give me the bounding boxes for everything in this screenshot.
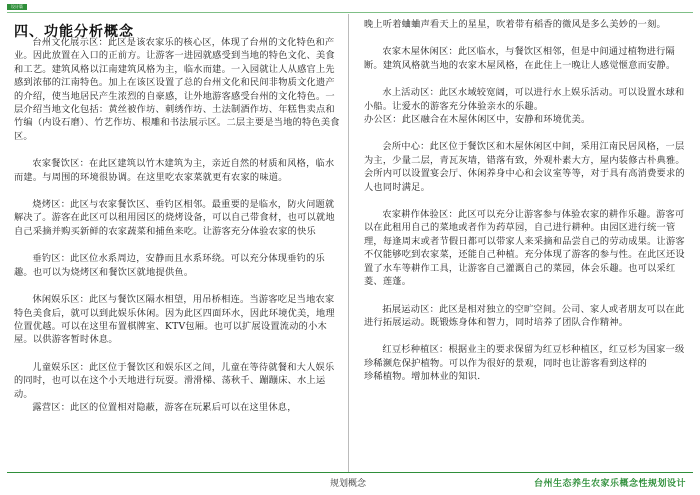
paragraph-leisure-zone: 休闲娱乐区：此区与餐饮区隔水相望，用吊桥相连。当游客吃足当地农家特色美食后，就可以到此娱乐休闲。因为此区四面环水，因此环境优美，地理位置优越。可以在这里布置棋牌室、KTV包厢。也可以扩展设置流动的小木屋。以供游客暂时休息。	[14, 294, 335, 346]
paragraph-cabin-zone: 农家木屋休闲区：此区临水，与餐饮区相邻，但是中间通过植物进行隔断。建筑风格就当地的农家木屋风格，在此住上一晚让人感觉惬意而安静。	[364, 46, 676, 71]
paragraph-culture-zone: 台州文化展示区：此区是该农家乐的核心区，体现了台州的文化特色和产业。因此放置在入口的正前方。让游客一进园就感受到当地的特色文化、美食和工艺。建筑风格以江南建筑风格为主，临水而建。一入园就让人从感官上先感到浓郁的江南特色。加上在该区设置了总的台州文化和民间非物质文化遗产的介绍，使当地居民产生浓烈的自豪感，让外地游客感受台州的文化特色。一层介绍当地文化包括：黄丝被作坊、刺绣作坊、土法制酒作坊、年糕售卖点和竹编（内设石磨）、竹艺作坊、根雕和书法展示区。二层主要是当地的特色美食区。	[14, 37, 340, 142]
header-tag: 设计篇	[7, 4, 27, 10]
footer-section-label: 规划概念	[330, 479, 367, 489]
paragraph-camping-zone: 露营区：此区的位置相对隐蔽，游客在玩累后可以在这里休息，	[32, 401, 297, 413]
column-divider	[348, 14, 349, 473]
paragraph-fishing-zone: 垂钓区：此区位水系周边，安静而且水系环绕。可以充分体现垂钓的乐趣。也可以为烧烤区和餐饮区就地提供鱼。	[14, 253, 325, 278]
right-column	[364, 18, 688, 384]
paragraph-yew-continued: 珍稀植物。增加林业的知识.	[364, 371, 481, 383]
paragraph-bbq-zone: 烧烤区：此区与农家餐饮区、垂钓区相邻。最重要的是临水，防火问题就解决了。游客在此区可以租用园区的烧烤设备，可以自己带食材，也可以就地自己采摘并购买新鲜的农家蔬菜和捕鱼来吃。让游客充分体验农家的快乐	[14, 199, 335, 237]
paragraph-office-zone: 办公区：此区融合在木屋休闲区中，安静和环境优美。	[364, 114, 591, 126]
paragraph-yew-zone: 红豆杉种植区：根据业主的要求保留为红豆杉种植区，红豆杉为国家一级珍稀濒危保护植物。可以作为很好的景观，同时也让游客看到这样的	[364, 344, 685, 369]
paragraph-water-zone: 水上活动区：此区水域较宽阔，可以进行水上娱乐活动。可以设置水球和小船。让爱水的游客充分体验亲水的乐趣。	[364, 87, 685, 112]
paragraph-outreach-zone: 拓展运动区：此区是相对独立的空旷空间。公司、家人或者朋友可以在此进行拓展运动。既锻炼身体和智力，同时培养了团队合作精神。	[364, 303, 685, 328]
paragraph-clubhouse: 会所中心：此区位于餐饮区和木屋休闲区中间，采用江南民居风格，一层为主，少量二层，青瓦灰墙，错落有致，外观朴素大方，屋内装修古朴典雅。会所内可以设置宴会厅、休闲养身中心和会议室等等，对于具有高消费要求的人也同时满足。	[364, 141, 685, 193]
footer-rule	[7, 472, 693, 473]
paragraph-dining-zone: 农家餐饮区：在此区建筑以竹木建筑为主，亲近自然的材质和风格，临水而建。与周围的环境很协调。在这里吃农家菜就更有农家的味道。	[14, 158, 335, 183]
paragraph-farming-zone: 农家耕作体验区：此区可以充分让游客参与体验农家的耕作乐趣。游客可以在此租用自己的菜地或者作为药草园，自己进行耕种。由园区进行统一管理，每逢周末或者节假日都可以带家人来采摘和品尝自己的劳动成果。让游客不仅能够吃到农家菜，还能自己种植。充分体现了游客的参与性。在此区还设置了水车等耕作工具，让游客自己灌溉自己的菜园，体会乐趣。也可以采红菱、莲蓬。	[364, 209, 685, 288]
header-rule	[7, 12, 693, 13]
paragraph-camping-continued: 晚上听着蛐蛐声看天上的星星，吹着带有稻香的微风是多么美妙的一刻。	[364, 19, 666, 30]
left-column	[14, 36, 340, 414]
paragraph-kids-zone: 儿童娱乐区：此区位于餐饮区和娱乐区之间，儿童在等待就餐和大人娱乐的同时，也可以在这个小天地进行玩耍。滑滑梯、荡秋千、蹦蹦床、水上运动。	[14, 361, 335, 400]
section-title: 四、功能分析概念	[14, 24, 134, 41]
footer-project-title: 台州生态养生农家乐概念性规划设计	[533, 479, 686, 489]
